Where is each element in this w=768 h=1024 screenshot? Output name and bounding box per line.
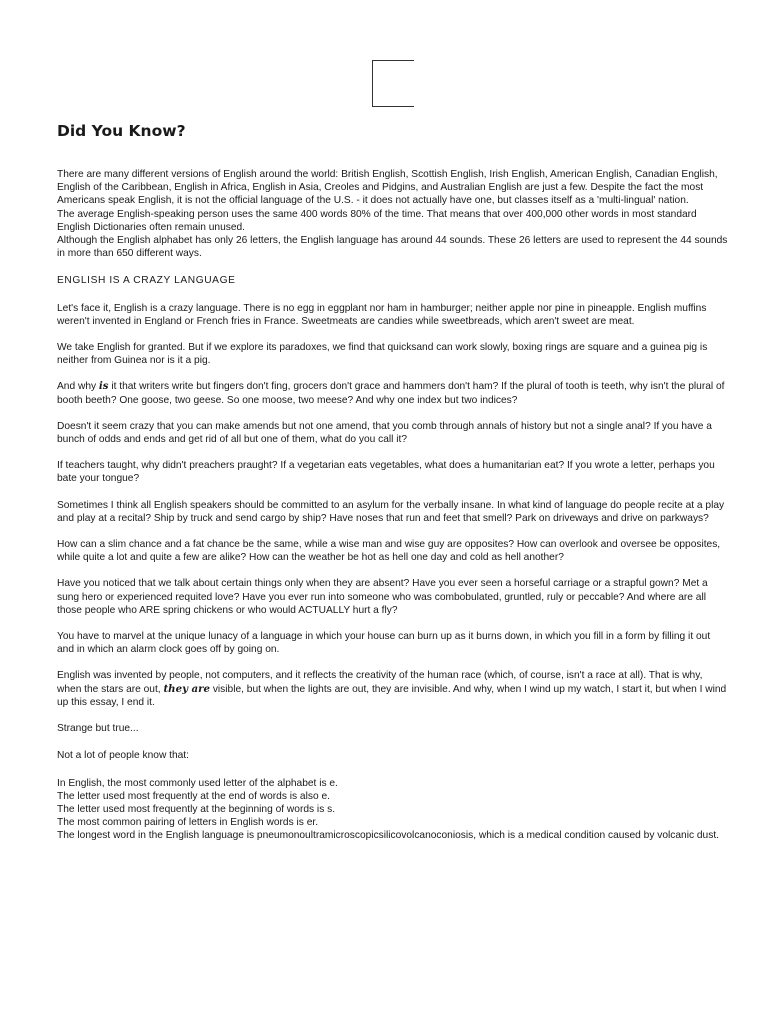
intro-paragraph: There are many different versions of English around the world: British English, Scottish English, Irish English, American English, Canadian English, English of the Caribbean, English in Africa, English in Asia, Creoles and Pidgins, and Australian English are just a few. Despite the fact the most Americans speak English, it is not the official language of the U.S. - it does not actually have one, but classes itself as a 'multi-lingual' nation.	[57, 169, 718, 207]
lead-in-line: Not a lot of people know that:	[57, 750, 189, 762]
strange-line: Strange but true...	[57, 723, 139, 735]
text-run: English was invented by people, not computers, and it reflects the creativity of the human race (which, of course, isn't a race at all). That is why, when the stars are out,	[57, 670, 703, 695]
paragraph: If teachers taught, why didn't preachers praught? If a vegetarian eats vegetables, what does a humanitarian eat? If you wrote a letter, perhaps you bate your tongue?	[57, 460, 715, 485]
paragraph: Let's face it, English is a crazy language. There is no egg in eggplant nor ham in hamburger; neither apple nor pine in pineapple. English muffins weren't invented in England or French fries in France. Sweetmeats are candies while sweetbreads, which aren't sweet are meat.	[57, 302, 707, 327]
section-heading: ENGLISH IS A CRAZY LANGUAGE	[57, 275, 236, 287]
fact-item: In English, the most commonly used letter of the alphabet is e.	[57, 777, 338, 789]
logo-mark	[372, 60, 414, 107]
paragraph: Doesn't it seem crazy that you can make amends but not one amend, that you comb through annals of history but not a single anal? If you have a bunch of odds and ends and get rid of all but one of them, what do you call it?	[57, 420, 712, 446]
fact-item: The letter used most frequently at the end of words is also e.	[57, 790, 330, 802]
document-body	[57, 121, 729, 843]
paragraph	[57, 380, 729, 406]
emphasis: is	[98, 380, 109, 393]
paragraph	[57, 669, 729, 709]
paragraph: You have to marvel at the unique lunacy of a language in which your house can burn up as it burns down, in which you fill in a form by filling it out and in which an alarm clock goes off by going on.	[57, 631, 711, 656]
fact-item: The letter used most frequently at the beginning of words is s.	[57, 803, 336, 815]
emphasis: they are	[163, 682, 210, 695]
intro-block	[57, 168, 729, 260]
intro-paragraph: The average English-speaking person uses the same 400 words 80% of the time. That means that over 400,000 other words in most standard English Dictionaries often remain unused.	[57, 208, 697, 233]
text-run: it that writers write but fingers don't fing, grocers don't grace and hammers don't ham? If the plural of tooth is teeth, why isn't the plural of booth beeth? One goose, two geese. So one moose, two meese? And why one index but two indices?	[57, 381, 725, 406]
page-title: Did You Know?	[57, 122, 186, 140]
intro-paragraph: Although the English alphabet has only 26 letters, the English language has around 44 sounds. These 26 letters are used to represent the 44 sounds in more than 650 different ways.	[57, 235, 728, 260]
text-run: And why	[57, 381, 99, 393]
paragraph: How can a slim chance and a fat chance be the same, while a wise man and wise guy are opposites? How can overlook and oversee be opposites, while quite a lot and quite a few are alike? How can the weather be hot as hell one day and cold as hell another?	[57, 539, 721, 564]
facts-list	[57, 777, 729, 843]
fact-item: The longest word in the English language is pneumonoultramicroscopicsilicovolcanoconiosis, which is a medical condition caused by volcanic dust.	[57, 830, 719, 842]
fact-item: The most common pairing of letters in English words is er.	[57, 817, 319, 829]
paragraph: Have you noticed that we talk about certain things only when they are absent? Have you ever seen a horseful carriage or a strapful gown? Met a sung hero or experienced requited love? Have you ever run into someone who was combobulated, gruntled, ruly or peccable? And where are all those people who ARE spring chickens or who would ACTUALLY hurt a fly?	[57, 578, 708, 616]
paragraph: We take English for granted. But if we explore its paradoxes, we find that quicksand can work slowly, boxing rings are square and a guinea pig is neither from Guinea nor is it a pig.	[57, 342, 708, 367]
text-run: visible, but when the lights are out, they are invisible. And why, when I wind up my watch, I start it, but when I wind up this essay, I end it.	[57, 683, 727, 708]
paragraph: Sometimes I think all English speakers should be committed to an asylum for the verbally insane. In what kind of language do people recite at a play and play at a recital? Ship by truck and send cargo by ship? Have noses that run and feet that smell? Park on driveways and drive on parkways?	[57, 499, 725, 524]
